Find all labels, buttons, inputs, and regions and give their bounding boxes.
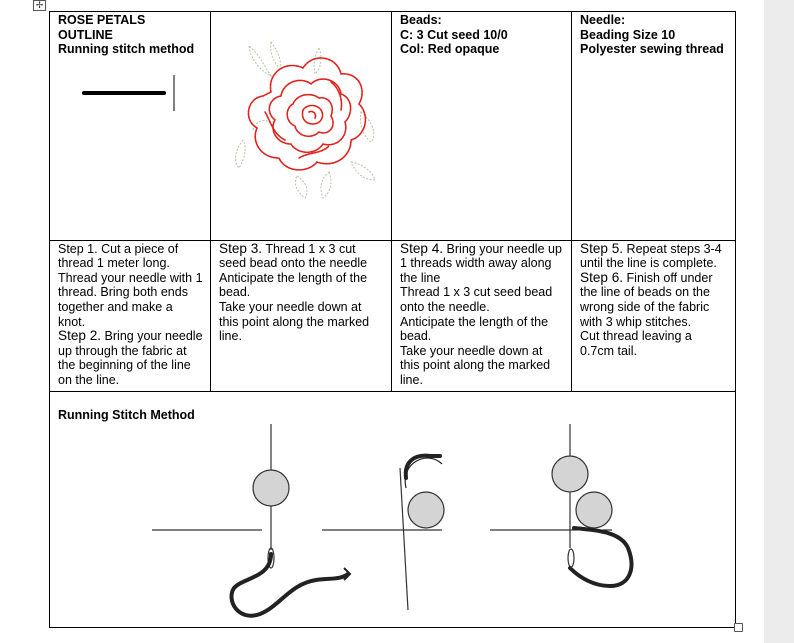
method-cell (50, 391, 736, 627)
step-6-label: Step 6. (580, 269, 624, 285)
step-1 (58, 242, 203, 330)
step-4-needle-down: Take your needle down at this point along the marked line. (400, 343, 551, 387)
thread-3 (570, 528, 631, 586)
step-2 (58, 329, 203, 387)
step-1-label: Step 1. (58, 241, 98, 256)
step-4 (400, 242, 564, 286)
step-3-cell (211, 240, 392, 391)
header-row (50, 12, 736, 241)
step-3-needle-down: Take your needle down at this point along the marked line. (219, 299, 370, 344)
step-1-text: Cut a piece of thread 1 meter long. Thread your needle with 1 thread. Bring both ends together and make a knot. (58, 241, 203, 329)
beads-colour: Col: Red opaque (400, 42, 500, 57)
method-title: Running Stitch Method (58, 407, 195, 422)
step-3-label: Step 3. (219, 240, 263, 256)
bead-2 (408, 492, 444, 528)
beads-heading: Beads: (400, 13, 442, 27)
step-2-text: Bring your needle up through the fabric at the beginning of the line on the line. (58, 329, 203, 387)
running-stitch-diagram (130, 418, 730, 618)
line-sample-graphic (68, 61, 208, 121)
title-line-3: Running stitch method (58, 42, 195, 57)
needle-thread: Polyester sewing thread (580, 42, 724, 57)
step-5-text: Repeat steps 3-4 until the line is complete. (580, 241, 722, 271)
table-move-handle-icon[interactable]: ✢ (33, 0, 46, 11)
step-3-anticipate: Anticipate the length of the bead. (219, 270, 368, 300)
beads-cell (392, 12, 572, 241)
step-6-text: Finish off under the line of beads on the wrong side of the fabric with 3 whip stitches. (580, 270, 713, 329)
line-sample (58, 57, 203, 177)
needle-size: Beading Size 10 (580, 27, 676, 42)
step-4-thread-bead: Thread 1 x 3 cut seed bead onto the needle. (400, 285, 553, 314)
step-3-text: Thread 1 x 3 cut seed bead onto the needle (219, 241, 368, 271)
needle-eye-3 (568, 549, 574, 567)
step-5-label: Step 5. (580, 240, 624, 256)
thread-1 (232, 554, 348, 616)
step-5 (580, 242, 728, 271)
steps-5-6-cell (572, 240, 736, 391)
bead-3 (552, 456, 588, 492)
step-6 (580, 271, 728, 329)
steps-row (50, 240, 736, 391)
steps-1-2-cell (50, 240, 211, 391)
title-line-1: ROSE PETALS (58, 13, 146, 27)
method-row (50, 391, 736, 627)
title-line-2: OUTLINE (58, 27, 113, 42)
step-4-cell (392, 240, 572, 391)
needle-cell (572, 12, 736, 241)
title-cell (50, 12, 211, 241)
step-6-cut-thread: Cut thread leaving a 0.7cm tail. (580, 329, 692, 358)
needle-heading: Needle: (580, 13, 626, 27)
step-4-label: Step 4. (400, 240, 444, 256)
rose-image-cell (211, 12, 392, 241)
rose-petals (248, 58, 365, 170)
needle-2 (400, 468, 408, 610)
step-2-label: Step 2. (58, 328, 102, 344)
pattern-table (49, 11, 736, 628)
step-4-text: Bring your needle up 1 threads width away along the line (400, 241, 562, 285)
diagram-step-bring-up (152, 424, 350, 616)
step-3 (219, 242, 384, 271)
step-4-anticipate: Anticipate the length of the bead. (400, 314, 549, 344)
diagram-step-thread-bead (322, 455, 444, 609)
rose-outline-image (211, 12, 391, 236)
diagram-step-needle-down (490, 424, 631, 586)
bead-4 (576, 492, 612, 528)
table-resize-handle-icon[interactable] (734, 623, 743, 632)
beads-type: C: 3 Cut seed 10/0 (400, 27, 508, 42)
bead-1 (253, 470, 289, 506)
window-side-gutter (764, 0, 794, 643)
